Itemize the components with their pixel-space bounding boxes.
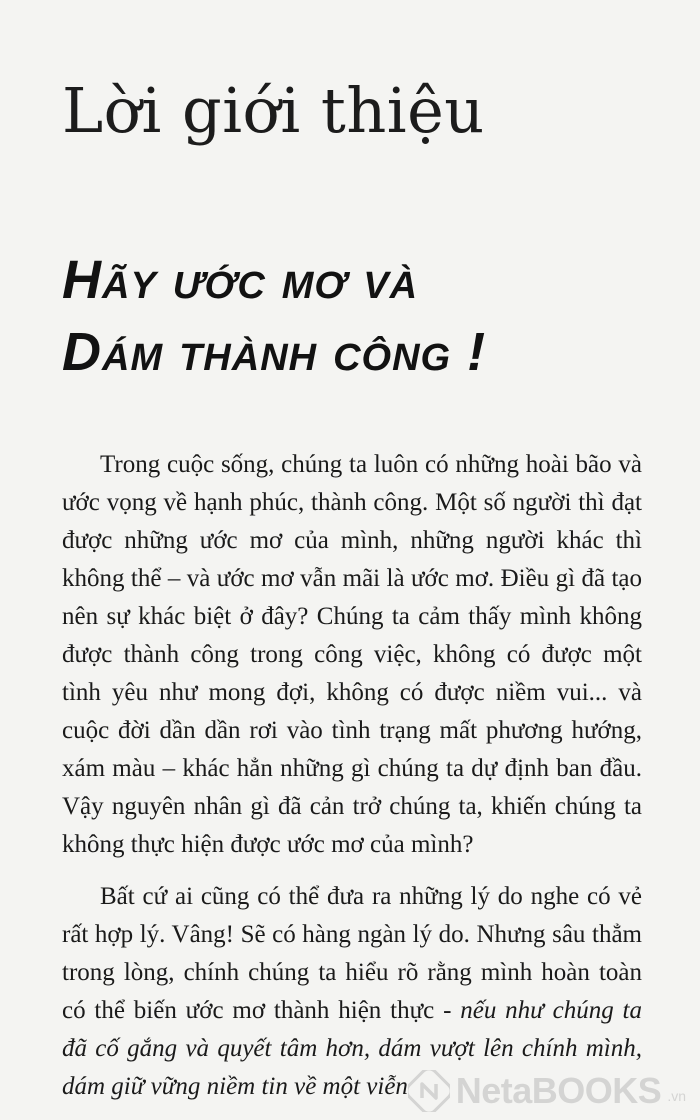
headline-line-2: Dám thành công ! [62,322,487,382]
chapter-title: Lời giới thiệu [62,74,485,147]
watermark [408,1070,686,1112]
headline [62,244,486,388]
paragraph-2-italic: - nếu như chúng ta đã cố gắng và quyết tâm hơn, dám vượt lên chính mình, dám giữ vững niềm tin về một viễn [62,997,642,1100]
paragraph-1: Trong cuộc sống, chúng ta luôn có những hoài bão và ước vọng về hạnh phúc, thành công. Một số người thì đạt được những ước mơ của mình, những người khác thì không thể – và ước mơ vẫn mãi là ước mơ. Điều gì đã tạo nên sự khác biệt ở đây? Chúng ta cảm thấy mình không được thành công trong công việc, không có được một tình yêu như mong đợi, không có được niềm vui... và cuộc đời dần dần rơi vào tình trạng mất phương hướng, xám màu – khác hẳn những gì chúng ta dự định ban đầu. Vậy nguyên nhân gì đã cản trở chúng ta, khiến chúng ta không thực hiện được ước mơ của mình? [62,451,642,858]
neta-logo-icon [408,1070,450,1112]
watermark-brand: NetaBOOKS [455,1070,662,1111]
headline-line-1: Hãy ước mơ và [62,250,419,310]
body-text [62,446,642,1106]
paragraph-2-regular: Bất cứ ai cũng có thể đưa ra những lý do nghe có vẻ rất hợp lý. Vâng! Sẽ có hàng ngàn lý do. Nhưng sâu thẳm trong lòng, chính chúng ta hiểu rõ rằng mình hoàn toàn có thể biến ước mơ thành hiện thực [62,883,642,1024]
watermark-suffix: .vn [667,1088,686,1104]
